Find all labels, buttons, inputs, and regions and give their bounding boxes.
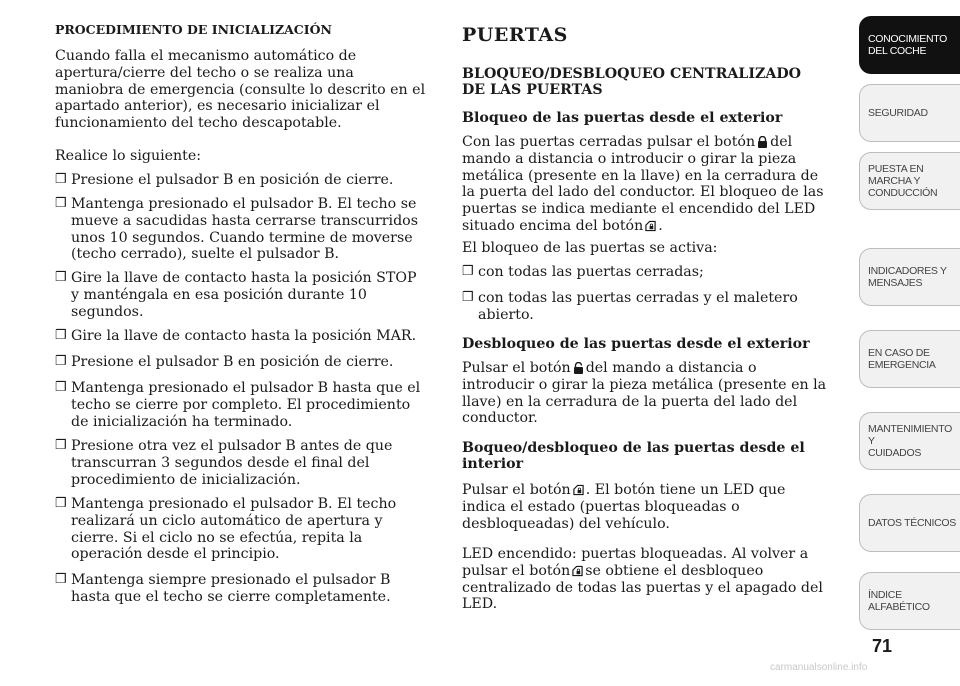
page-title: PUERTAS	[462, 24, 568, 46]
intro-paragraph: Cuando falla el mecanismo automático de apertura/cierre del techo o se realiza una maniobra de emergencia (consulte lo descrito en el apartado anterior), es necesario inicializar el funcionamiento del techo descapotable.	[55, 48, 426, 132]
led-paragraph: LED encendido: puertas bloqueadas. Al volver a pulsar el botón se obtiene el desbloqueo centralizado de todas las puertas y el apagado del LED.	[462, 546, 823, 613]
condition-item: ❒ con todas las puertas cerradas;	[462, 264, 704, 281]
tab-seguridad[interactable]: SEGURIDAD	[859, 84, 960, 142]
tab-mantenimiento[interactable]: MANTENIMIENTO Y CUIDADOS	[859, 412, 960, 470]
subheading: Bloqueo de las puertas desde el exterior	[462, 110, 783, 126]
step-item: ❒ Presione el pulsador B en posición de cierre.	[55, 172, 393, 189]
page-number: 71	[872, 636, 893, 656]
door-lock-icon	[573, 484, 584, 496]
unlock-padlock-icon	[573, 362, 584, 374]
door-lock-icon	[645, 220, 656, 232]
tab-conocimiento-del-coche[interactable]: CONOCIMIENTO DEL COCHE	[859, 16, 960, 74]
tab-puesta-en-marcha[interactable]: PUESTA EN MARCHA Y CONDUCCIÓN	[859, 152, 960, 210]
section-heading: BLOQUEO/DESBLOQUEO CENTRALIZADO DE LAS PUERTAS	[462, 66, 802, 98]
tab-datos-tecnicos[interactable]: DATOS TÉCNICOS	[859, 494, 960, 552]
watermark: carmanualsonline.info	[770, 662, 868, 673]
door-lock-icon	[572, 565, 583, 577]
padlock-icon	[757, 136, 768, 148]
interior-paragraph: Pulsar el botón . El botón tiene un LED que indica el estado (puertas bloqueadas o desbloqueadas) del vehículo.	[462, 482, 786, 532]
subheading: Desbloqueo de las puertas desde el exterior	[462, 336, 810, 352]
lock-paragraph: Con las puertas cerradas pulsar el botón del mando a distancia o introducir o girar la pieza metálica (presente en la llave) en la cerradura de la puerta del lado del conductor. El bloqueo de las puertas se indica mediante el encendido del LED situado encima del botón .	[462, 134, 824, 234]
step-item: ❒ Mantenga presionado el pulsador B hasta que el techo se cierre por completo. El procedimiento de inicialización ha terminado.	[55, 380, 420, 430]
step-item: ❒ Gire la llave de contacto hasta la posición STOP y manténgala en esa posición durante 10 segundos.	[55, 270, 417, 320]
step-item: ❒ Gire la llave de contacto hasta la posición MAR.	[55, 328, 416, 345]
step-item: ❒ Presione el pulsador B en posición de cierre.	[55, 354, 393, 371]
step-item: ❒ Mantenga presionado el pulsador B. El techo realizará un ciclo automático de apertura y cierre. Si el ciclo no se efectúa, repita la operación desde el principio.	[55, 496, 396, 563]
unlock-paragraph: Pulsar el botón del mando a distancia o introducir o girar la pieza metálica (presente en la llave) en la cerradura de la puerta del lado del conductor.	[462, 360, 827, 427]
condition-item: ❒ con todas las puertas cerradas y el maletero abierto.	[462, 290, 798, 324]
step-item: ❒ Mantenga presionado el pulsador B. El techo se mueve a sacudidas hasta cerrarse transcurridos unos 10 segundos. Cuando termine de moverse (techo cerrado), suelte el pulsador B.	[55, 196, 418, 263]
lead-text: Realice lo siguiente:	[55, 148, 202, 164]
step-item: ❒ Mantenga siempre presionado el pulsador B hasta que el techo se cierre completamente.	[55, 572, 391, 606]
tab-indicadores[interactable]: INDICADORES Y MENSAJES	[859, 248, 960, 306]
tab-emergencia[interactable]: EN CASO DE EMERGENCIA	[859, 330, 960, 388]
step-item: ❒ Presione otra vez el pulsador B antes de que transcurran 3 segundos desde el final del procedimiento de inicialización.	[55, 438, 392, 488]
section-heading: PROCEDIMIENTO DE INICIALIZACIÓN	[55, 22, 332, 37]
tab-indice[interactable]: ÍNDICE ALFABÉTICO	[859, 572, 960, 630]
activation-text: El bloqueo de las puertas se activa:	[462, 240, 718, 256]
subheading: Boqueo/desbloqueo de las puertas desde el interior	[462, 440, 805, 472]
